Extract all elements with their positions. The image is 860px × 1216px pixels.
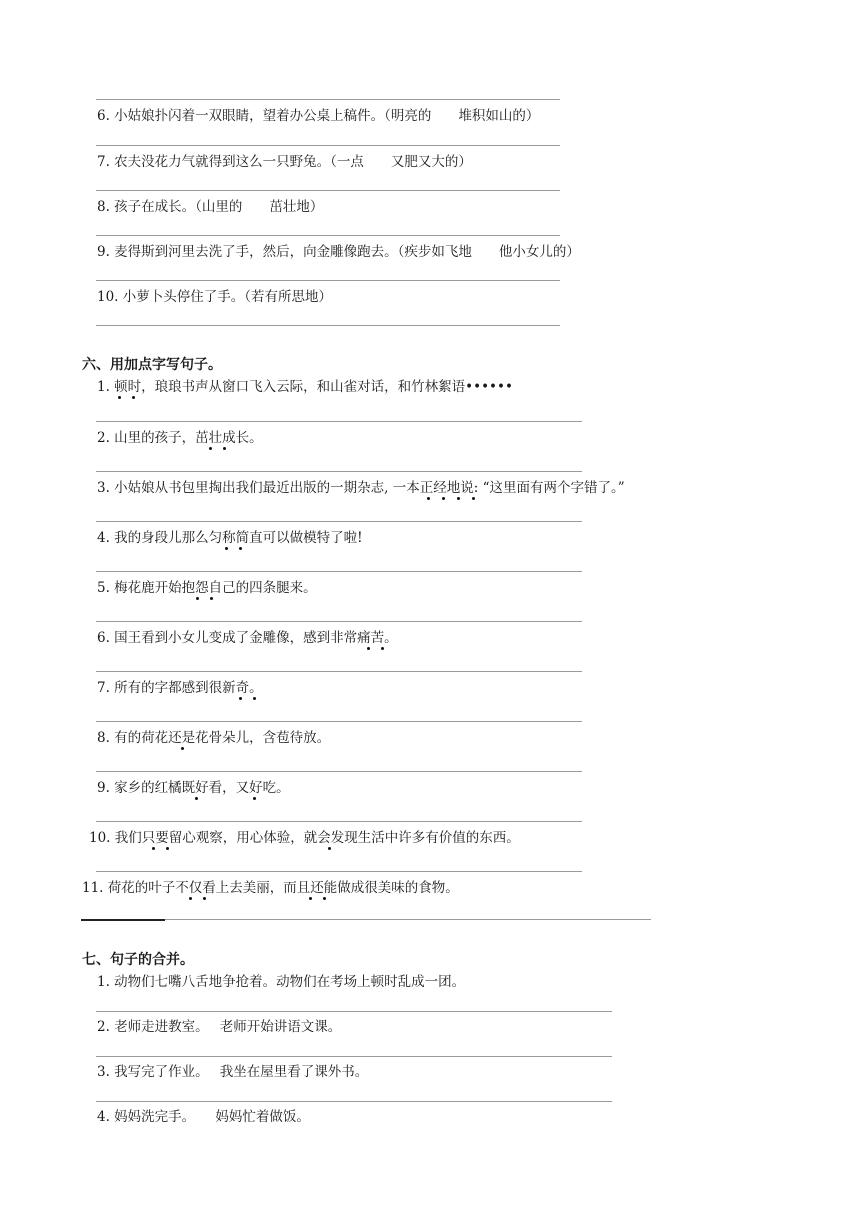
- answer-line: [96, 871, 582, 872]
- emphasis-dot: [203, 897, 206, 900]
- answer-line: [96, 521, 582, 522]
- answer-line: [96, 421, 582, 422]
- answer-line: [96, 621, 582, 622]
- answer-line-start: [81, 919, 165, 921]
- emphasis-dot: [196, 597, 199, 600]
- emphasis-dot: [427, 497, 430, 500]
- sentence-item: 8. 有的荷花还是花骨朵儿，含苞待放。: [97, 730, 331, 746]
- sentence-item: 7. 农夫没花力气就得到这么一只野兔。（一点 又肥又大的）: [97, 154, 472, 170]
- answer-line: [96, 190, 560, 191]
- sentence-item: 9. 麦得斯到河里去洗了手，然后，向金雕像跑去。（疾步如飞地 他小女儿的）: [97, 244, 580, 260]
- emphasis-dot: [239, 697, 242, 700]
- answer-line: [96, 325, 560, 326]
- section-title: 七、句子的合并。: [82, 952, 194, 968]
- sentence-item: 2. 山里的孩子，茁壮成长。: [97, 430, 263, 446]
- emphasis-dot: [253, 797, 256, 800]
- emphasis-dot: [195, 797, 198, 800]
- answer-line: [96, 99, 560, 100]
- answer-line: [96, 1011, 612, 1012]
- emphasis-dot: [152, 847, 155, 850]
- sentence-item: 4. 我的身段儿那么匀称简直可以做模特了啦!: [97, 530, 363, 546]
- emphasis-dot: [381, 647, 384, 650]
- answer-line: [96, 235, 560, 236]
- section-title: 六、用加点字写句子。: [82, 357, 222, 373]
- answer-line: [96, 145, 560, 146]
- answer-line: [96, 821, 582, 822]
- emphasis-dot: [442, 497, 445, 500]
- emphasis-dot: [118, 396, 121, 399]
- sentence-item: 9. 家乡的红橘既好看，又好吃。: [97, 780, 290, 796]
- emphasis-dot: [472, 497, 475, 500]
- emphasis-dot: [323, 897, 326, 900]
- sentence-item: 3. 我写完了作业。 我坐在屋里看了课外书。: [97, 1064, 369, 1080]
- answer-line: [96, 471, 582, 472]
- emphasis-dot: [309, 897, 312, 900]
- sentence-item: 8. 孩子在成长。（山里的 茁壮地）: [97, 199, 324, 215]
- answer-line: [96, 771, 582, 772]
- sentence-item: 7. 所有的字都感到很新奇。: [97, 680, 263, 696]
- answer-line: [96, 671, 582, 672]
- emphasis-dot: [181, 747, 184, 750]
- sentence-item: 6. 国王看到小女儿变成了金雕像，感到非常痛苦。: [97, 630, 398, 646]
- sentence-item: 6. 小姑娘扑闪着一双眼睛，望着办公桌上稿件。（明亮的 堆积如山的）: [97, 108, 540, 124]
- sentence-item: 5. 梅花鹿开始抱怨自己的四条腿来。: [97, 580, 317, 596]
- sentence-item: 2. 老师走进教室。 老师开始讲语文课。: [97, 1019, 342, 1035]
- sentence-item: 1. 顿时，琅琅书声从窗口飞入云际，和山雀对话，和竹林絮语••••••: [97, 379, 513, 395]
- sentence-item: 10. 小萝卜头停住了手。（若有所思地）: [97, 289, 333, 305]
- emphasis-dot: [189, 897, 192, 900]
- emphasis-dot: [253, 697, 256, 700]
- emphasis-dot: [210, 597, 213, 600]
- sentence-item: 4. 妈妈洗完手。 妈妈忙着做饭。: [97, 1109, 310, 1125]
- answer-line: [165, 919, 651, 920]
- answer-line: [96, 1101, 612, 1102]
- sentence-item: 1. 动物们七嘴八舌地争抢着。动物们在考场上顿时乱成一团。: [97, 974, 466, 990]
- answer-line: [96, 571, 582, 572]
- emphasis-dot: [225, 547, 228, 550]
- answer-line: [96, 1056, 612, 1057]
- emphasis-dot: [132, 396, 135, 399]
- emphasis-dot: [367, 647, 370, 650]
- emphasis-dot: [239, 547, 242, 550]
- emphasis-dot: [223, 447, 226, 450]
- sentence-item: 11. 荷花的叶子不仅看上去美丽，而且还能做成很美味的食物。: [82, 880, 459, 896]
- sentence-item: 3. 小姑娘从书包里掏出我们最近出版的一期杂志, 一本正经地说: “这里面有两个字错了。”: [97, 480, 625, 496]
- emphasis-dot: [457, 497, 460, 500]
- emphasis-dot: [166, 847, 169, 850]
- answer-line: [96, 280, 560, 281]
- emphasis-dot: [328, 847, 331, 850]
- emphasis-dot: [209, 447, 212, 450]
- sentence-item: 10. 我们只要留心观察，用心体验，就会发现生活中许多有价值的东西。: [89, 830, 520, 846]
- answer-line: [96, 721, 582, 722]
